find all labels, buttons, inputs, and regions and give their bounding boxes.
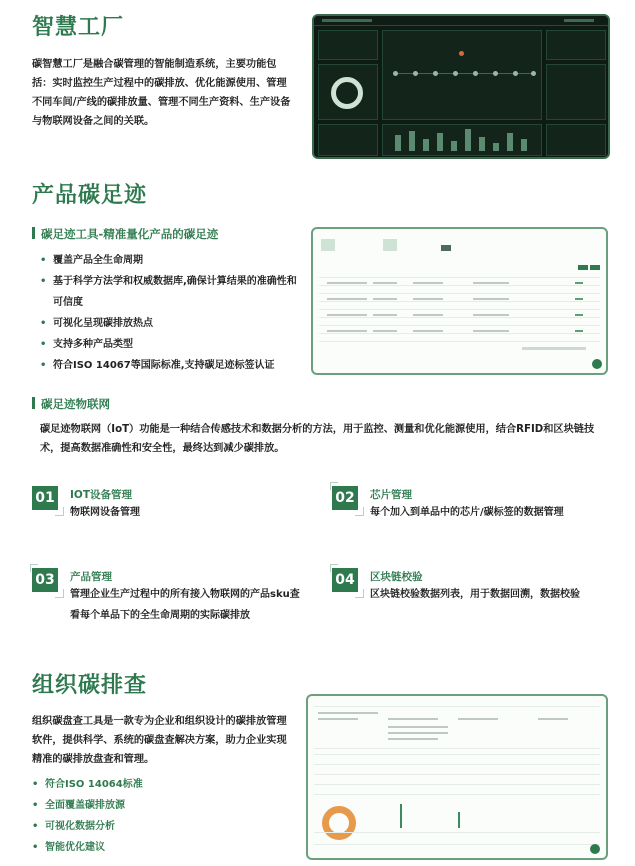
list-item: • 符合ISO 14067等国际标准,支持碳足迹标签认证 [40,355,300,376]
smart-factory-description: 碳智慧工厂是融合碳管理的智能制造系统，主要功能包括：实时监控生产过程中的碳排放、优化能源使用、管理不同车间/产线的碳排放量、管理不同生产资料、生产设备与物联网设备之间的关联。 [32,59,291,127]
dashboard-screenshot [312,14,610,159]
card-number: 02 [332,486,358,510]
card-description: 每个加入到单品中的芯片/碳标签的数据管理 [370,507,564,518]
card-description: 管理企业生产过程中的所有接入物联网的产品sku查看每个单品下的全生命周期的实际碳排放 [70,589,300,621]
org-feature-list [32,774,294,858]
feature-card-blockchain [332,568,612,628]
footprint-feature-list [40,250,300,376]
list-item: • 支持多种产品类型 [40,334,300,355]
list-item: • 全面覆盖碳排放源 [32,795,294,816]
list-item: • 可视化呈现碳排放热点 [40,313,300,334]
iot-description: 碳足迹物联网（IoT）功能是一种结合传感技术和数据分析的方法，用于监控、测量和优化能源使用，结合RFID和区块链技术，提高数据准确性和安全性，最终达到减少碳排放。 [40,424,595,454]
card-title: 区块链校验 [370,571,423,583]
product-table-screenshot [311,227,608,375]
list-item: • 智能优化建议 [32,837,294,858]
list-item: • 覆盖产品全生命周期 [40,250,300,271]
section-title-product-footprint: 产品碳足迹 [32,183,148,208]
card-description: 区块链校验数据列表，用于数据回溯，数据校验 [370,589,580,600]
card-title: 芯片管理 [370,489,412,501]
org-inventory-description: 组织碳盘查工具是一款专为企业和组织设计的碳排放管理软件，提供科学、系统的碳盘查解决方案，助力企业实现精准的碳排放盘查和管理。 [32,716,287,765]
feature-card-chip [332,486,612,546]
list-item: • 符合ISO 14064标准 [32,774,294,795]
card-title: IOT设备管理 [70,489,132,501]
feature-card-product [32,568,302,638]
card-number: 04 [332,568,358,592]
list-item: • 可视化数据分析 [32,816,294,837]
section-title-org-inventory: 组织碳排查 [32,673,148,698]
subheading-footprint-iot: 碳足迹物联网 [32,396,110,412]
card-description: 物联网设备管理 [70,507,140,518]
inventory-report-screenshot [306,694,608,860]
card-title: 产品管理 [70,571,112,583]
feature-card-iot-device [32,486,302,546]
card-number: 01 [32,486,58,510]
card-number: 03 [32,568,58,592]
section-title-smart-factory: 智慧工厂 [32,15,125,40]
list-item: • 基于科学方法学和权威数据库,确保计算结果的准确性和可信度 [40,271,300,313]
subheading-footprint-tool: 碳足迹工具-精准量化产品的碳足迹 [32,226,218,242]
